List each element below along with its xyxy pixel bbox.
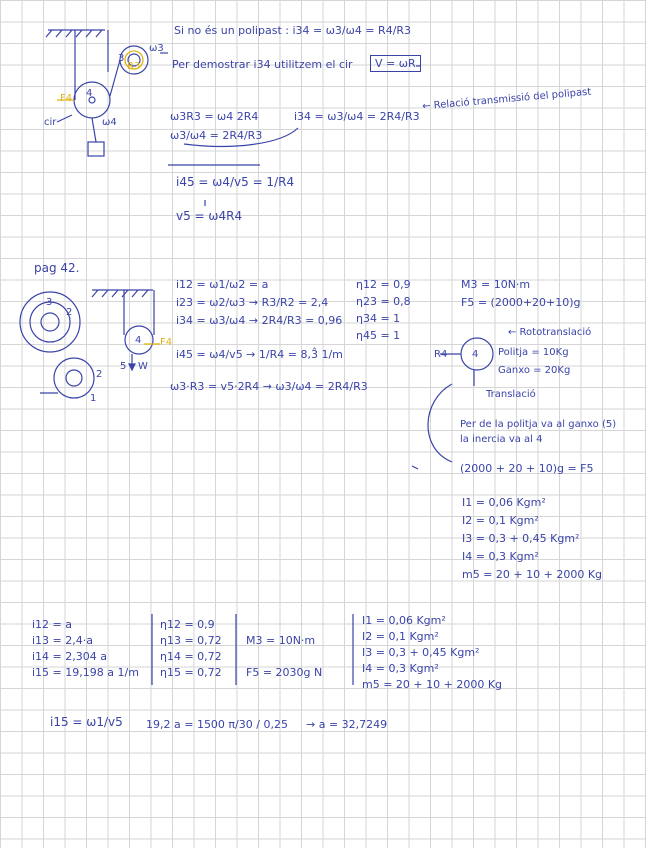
r3-label: R3 xyxy=(127,61,141,72)
eta-45: η45 = 1 xyxy=(356,329,401,342)
sum-inertia-3: I3 = 0,3 + 0,45 Kgm² xyxy=(362,646,480,659)
fig-n2: 2 xyxy=(96,369,103,380)
sum-m3: M3 = 10N·m xyxy=(246,634,316,647)
ratio-i23: i23 = ω2/ω3 → R3/R2 = 2,4 xyxy=(176,296,329,309)
ratio-i45: i45 = ω4/v5 → 1/R4 = 8,3̂ 1/m xyxy=(176,348,343,361)
translacio: Translació xyxy=(486,389,536,400)
eta-23: η23 = 0,8 xyxy=(356,295,411,308)
final-eq: 19,2 a = 1500 π/30 / 0,25 xyxy=(146,718,288,731)
eta-34: η34 = 1 xyxy=(356,312,401,325)
fig-n3: 3 xyxy=(46,297,53,308)
fig-n4: 4 xyxy=(135,335,142,346)
pulley-4-label: 4 xyxy=(86,88,93,99)
fig-r4-n4: 4 xyxy=(472,349,479,360)
inertia-4: I4 = 0,3 Kgm² xyxy=(462,550,539,563)
top-arrow-note: ← Relació transmissió del polipast xyxy=(421,86,592,113)
top-eq-1: ω3R3 = ω4 2R4 xyxy=(170,110,259,123)
fig-r4: R4 xyxy=(434,349,448,360)
top-line-2: Per demostrar i34 utilitzem el cir xyxy=(172,58,353,71)
sum-i13: i13 = 2,4·a xyxy=(32,634,93,647)
pulley-3-label: 3 xyxy=(118,53,125,64)
mass-ganxo: Ganxo = 20Kg xyxy=(498,365,571,376)
sum-inertia-2: I2 = 0,1 Kgm² xyxy=(362,630,439,643)
cir-label: cir xyxy=(44,117,57,128)
chain-eq: ω3·R3 = v5·2R4 → ω3/ω4 = 2R4/R3 xyxy=(170,380,368,393)
sum-i15: i15 = 19,198 a 1/m xyxy=(32,666,139,679)
final-i15: i15 = ω1/v5 xyxy=(50,715,123,729)
sum-eta-13: η13 = 0,72 xyxy=(160,634,222,647)
fig-n5: 5 xyxy=(120,361,127,372)
sum-inertia-1: I1 = 0,06 Kgm² xyxy=(362,614,446,627)
fig-f4: F4 xyxy=(160,337,173,348)
top-v5: v5 = ω4R4 xyxy=(176,209,243,223)
mass-5: m5 = 20 + 10 + 2000 Kg xyxy=(462,568,603,581)
top-eq-2: ω3/ω4 = 2R4/R3 xyxy=(170,129,263,142)
sum-i14: i14 = 2,304 a xyxy=(32,650,107,663)
sum-inertia-4: I4 = 0,3 Kgm² xyxy=(362,662,439,675)
fig-w: W xyxy=(138,361,148,372)
fig-n1: 1 xyxy=(90,393,97,404)
f5-equation: (2000 + 20 + 10)g = F5 xyxy=(460,462,594,475)
eta-12: η12 = 0,9 xyxy=(356,278,411,291)
sum-eta-14: η14 = 0,72 xyxy=(160,650,222,663)
inertia-1: I1 = 0,06 Kgm² xyxy=(462,496,546,509)
final-result: → a = 32,7249 xyxy=(306,718,388,731)
sum-i12: i12 = a xyxy=(32,618,73,631)
note-2: la inercia va al 4 xyxy=(460,434,543,445)
ratio-i12: i12 = ω1/ω2 = a xyxy=(176,278,269,291)
sum-eta-12: η12 = 0,9 xyxy=(160,618,215,631)
f5: F5 = (2000+20+10)g xyxy=(461,296,581,309)
m3: M3 = 10N·m xyxy=(461,278,531,291)
omega3-label: ω3 xyxy=(149,43,164,54)
sum-mass-5: m5 = 20 + 10 + 2000 Kg xyxy=(362,678,503,691)
note-1: Per de la politja va al ganxo (5) xyxy=(460,419,617,430)
top-line-2-boxed: V = ωR xyxy=(370,55,421,72)
f4-label: F4 xyxy=(60,93,73,104)
fig-n2-small: 2 xyxy=(66,307,73,318)
inertia-2: I2 = 0,1 Kgm² xyxy=(462,514,539,527)
mass-politja: Politja = 10Kg xyxy=(498,347,569,358)
rototranslacio: ← Rototranslació xyxy=(508,327,592,338)
ratio-i34: i34 = ω3/ω4 → 2R4/R3 = 0,96 xyxy=(176,314,343,327)
top-line-1: Si no és un polipast : i34 = ω3/ω4 = R4/R3 xyxy=(174,24,412,37)
omega4-label: ω4 xyxy=(102,117,117,128)
pag42-title: pag 42. xyxy=(34,261,80,275)
top-i34: i34 = ω3/ω4 = 2R4/R3 xyxy=(294,110,420,123)
sum-f5: F5 = 2030g N xyxy=(246,666,323,679)
top-i45: i45 = ω4/v5 = 1/R4 xyxy=(176,175,295,189)
sum-eta-15: η15 = 0,72 xyxy=(160,666,222,679)
inertia-3: I3 = 0,3 + 0,45 Kgm² xyxy=(462,532,580,545)
